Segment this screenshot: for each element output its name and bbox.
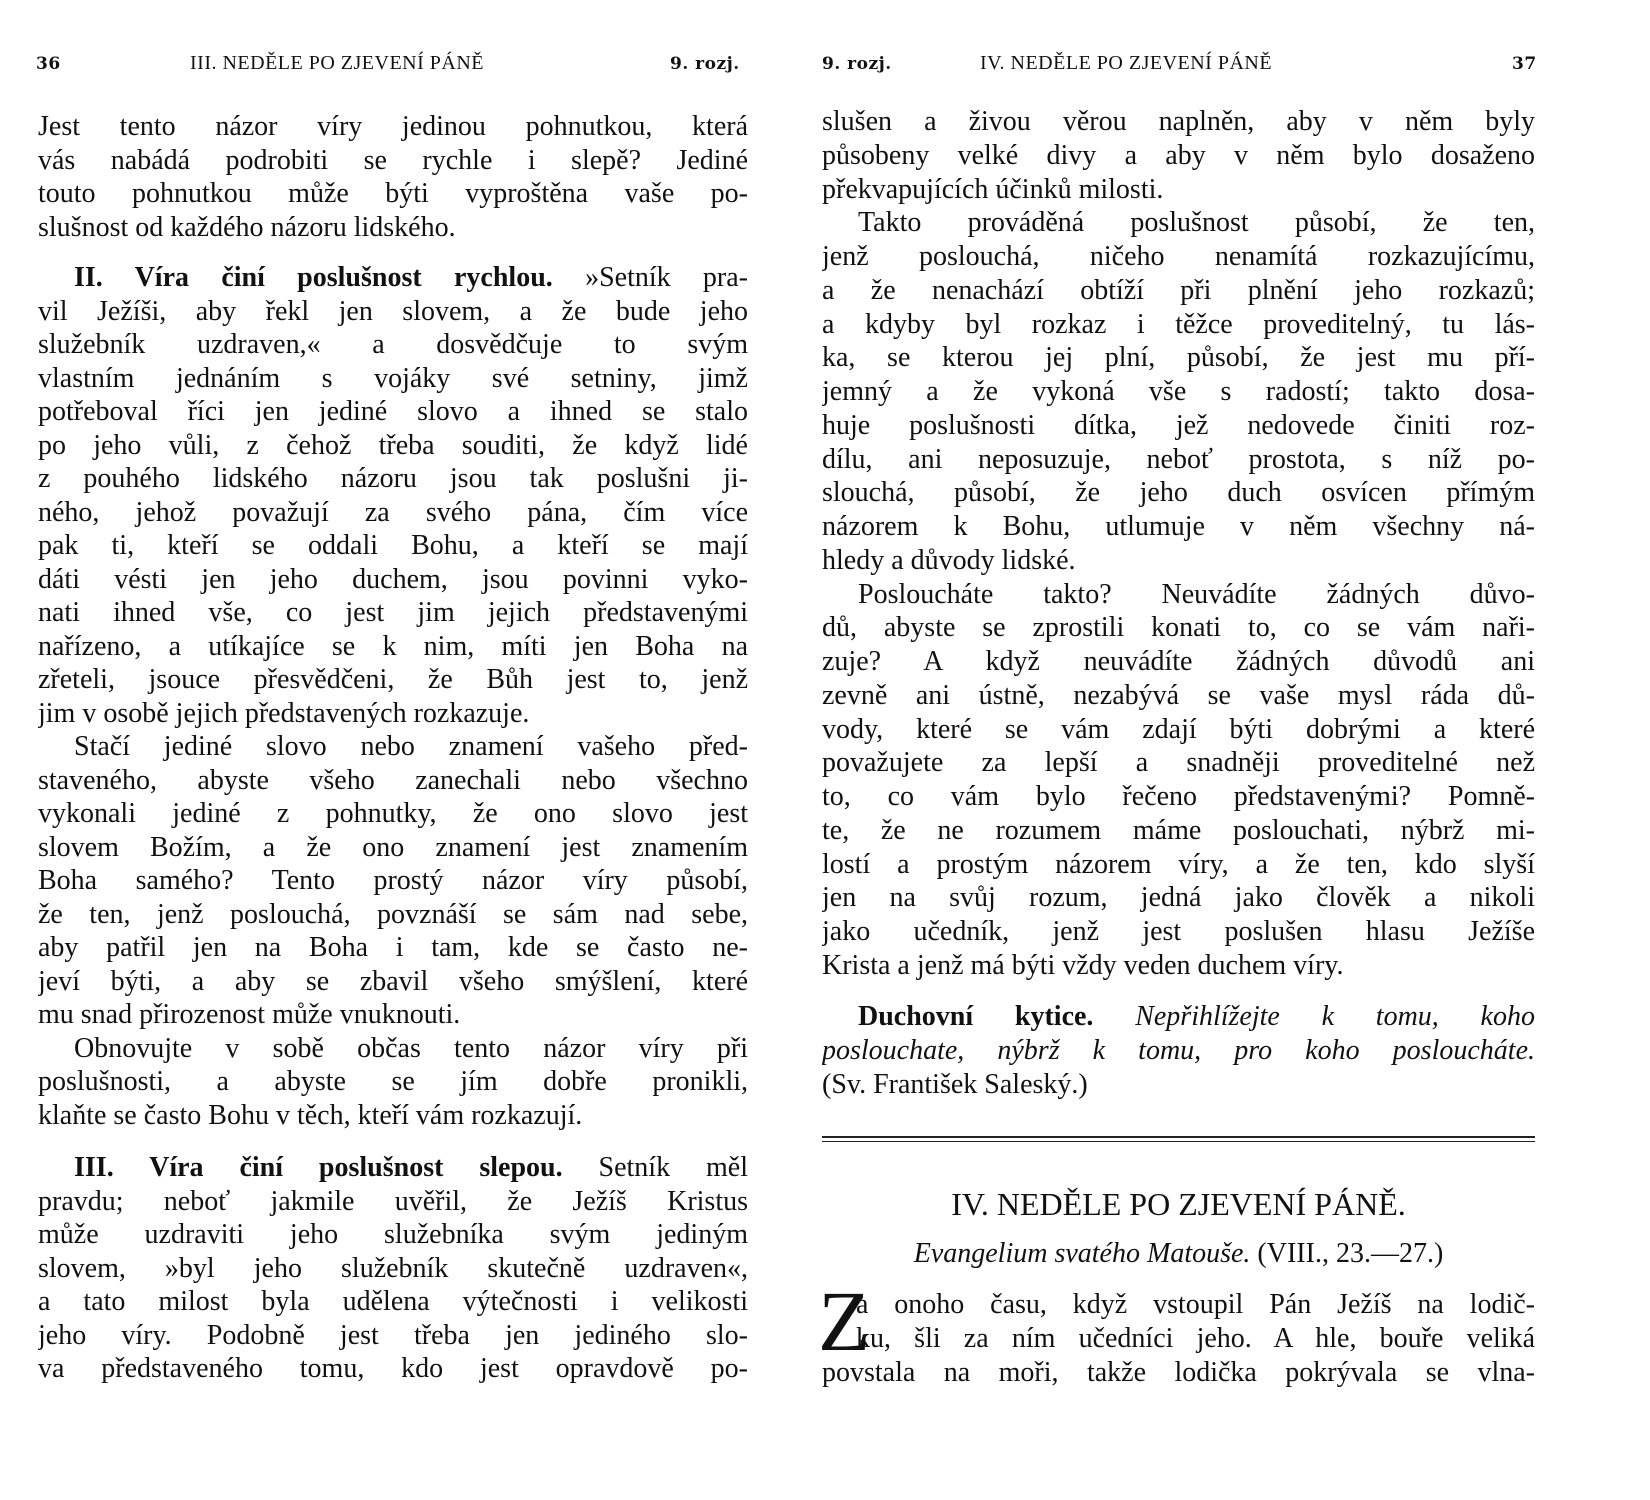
line-text: Jest tento názor víry jedinou pohnutkou, která xyxy=(38,111,748,142)
drop-cap: Z xyxy=(818,1273,871,1369)
line-text: Takto prováděná poslušnost působí, že ten, xyxy=(858,207,1535,239)
bold-lead-in: III. Víra činí poslušnost slepou. xyxy=(74,1152,563,1183)
line-text: klaňte se často Bohu v těch, kteří vám rozkazují. xyxy=(38,1099,583,1131)
text-line xyxy=(38,1218,748,1252)
text-line xyxy=(38,362,748,396)
text-line xyxy=(822,611,1535,645)
gospel-subtitle: Evangelium svatého Matouše. (VIII., 23.—27.) xyxy=(913,1238,1444,1269)
section-divider-rule xyxy=(822,1136,1535,1138)
line-text: vlastním jednáním s vojáky své setniny, jimž xyxy=(38,362,748,394)
line-text: nařízeno, a utíkajíce se k nim, míti jen Boha na xyxy=(38,630,748,662)
line-text: slušen a živou věrou naplněn, aby v něm byly xyxy=(822,106,1535,137)
text-line xyxy=(38,144,748,178)
line-text: staveného, abyste všeho zanechali nebo všechno xyxy=(38,764,748,796)
line-text: jen na svůj rozum, jedná jako člověk a nikoli xyxy=(822,882,1535,914)
text-line xyxy=(822,814,1535,848)
text-line xyxy=(38,831,748,865)
text-line xyxy=(822,1068,1535,1102)
text-line xyxy=(822,274,1535,308)
text-line xyxy=(822,881,1535,915)
text-line xyxy=(822,240,1535,274)
left-text-block-3 xyxy=(38,1151,748,1386)
line-text: vás nabádá podrobiti se rychle i slepě? Jediné xyxy=(38,144,748,176)
line-text: vil Ježíši, aby řekl jen slovem, a že bude jeho xyxy=(38,295,748,327)
text-line xyxy=(38,764,748,798)
text-line xyxy=(38,261,748,295)
line-text: potřeboval říci jen jediné slovo a ihned se stalo xyxy=(38,396,748,427)
line-text: dáti vésti jen jeho duchem, jsou povinni vyko- xyxy=(38,563,748,595)
text-line xyxy=(38,1319,748,1353)
line-text: ka, se kterou jej plní, působí, že jest mu pří- xyxy=(822,342,1535,374)
line-text: povstala na moři, takže lodička pokrývala se vlna- xyxy=(822,1356,1535,1388)
text-line xyxy=(822,173,1535,207)
line-text: lostí a prostým názorem víry, a že ten, kdo slyší xyxy=(822,848,1535,880)
line-text: jim v osobě jejich představených rozkazuje. xyxy=(38,697,530,729)
line-text: názorem k Bohu, utlumuje v něm všechny ná- xyxy=(822,511,1535,542)
text-line xyxy=(38,1032,748,1066)
line-text: a tato milost byla udělena výtečnosti i velikosti xyxy=(38,1286,748,1317)
line-text: jenž poslouchá, ničeho nenamítá rozkazujícímu, xyxy=(822,241,1535,272)
text-line xyxy=(38,1252,748,1286)
line-text: zuje? A když neuvádíte žádných důvodů ani xyxy=(822,646,1535,677)
page-number-right: 37 xyxy=(1512,54,1537,74)
text-line xyxy=(38,496,748,530)
text-line xyxy=(822,409,1535,443)
line-text: hledy a důvody lidské. xyxy=(822,544,1076,576)
italic-text: poslouchate, nýbrž k tomu, pro koho posloucháte. xyxy=(822,1034,1535,1066)
line-text: po jeho vůli, z čehož třeba souditi, že když lidé xyxy=(38,429,748,461)
text-line xyxy=(38,429,748,463)
text-line xyxy=(38,663,748,697)
text-line xyxy=(38,295,748,329)
text-line xyxy=(822,1322,1535,1356)
text-line xyxy=(822,544,1535,578)
line-text: slovem, »byl jeho služebník skutečně uzdraven«, xyxy=(38,1252,748,1284)
text-line xyxy=(822,308,1535,342)
line-text: slouchá, působí, že jeho duch osvícen přímým xyxy=(822,477,1535,509)
text-line xyxy=(822,375,1535,409)
line-text: Obnovujte v sobě občas tento názor víry při xyxy=(74,1032,748,1064)
text-line xyxy=(38,563,748,597)
text-line xyxy=(38,1151,748,1185)
text-line xyxy=(822,746,1535,780)
line-text: »Setník pra- xyxy=(552,262,748,293)
text-line xyxy=(38,998,748,1032)
line-text: vody, které se vám zdají býti dobrými a které xyxy=(822,713,1535,745)
line-text: služebník uzdraven,« a dosvědčuje to svým xyxy=(38,329,748,360)
text-line xyxy=(822,341,1535,375)
text-line xyxy=(38,697,748,731)
text-line xyxy=(822,1034,1535,1068)
text-line xyxy=(822,1356,1535,1390)
page-number-left: 36 xyxy=(36,54,61,74)
line-text: že ten, jenž poslouchá, povznáší se sám nad sebe, xyxy=(38,898,748,930)
gospel-text-block xyxy=(822,1288,1535,1389)
text-line xyxy=(822,443,1535,477)
line-text: Posloucháte takto? Neuvádíte žádných důvo- xyxy=(858,578,1535,610)
text-line xyxy=(822,713,1535,747)
text-line xyxy=(822,1288,1535,1322)
text-line xyxy=(822,476,1535,510)
left-text-block-2 xyxy=(38,261,748,1132)
text-line xyxy=(822,848,1535,882)
text-line xyxy=(822,105,1535,139)
text-line xyxy=(822,510,1535,544)
text-line xyxy=(38,529,748,563)
text-line xyxy=(38,395,748,429)
line-text: z pouhého lidského názoru jsou tak poslušni ji- xyxy=(38,463,748,494)
running-title-left: III. NEDĚLE PO ZJEVENÍ PÁNĚ xyxy=(190,52,485,74)
line-text: mu snad přirozenost může vnuknouti. xyxy=(38,999,461,1030)
text-line xyxy=(38,965,748,999)
line-text: zevně ani ústně, nezabývá se vaše mysl ráda dů- xyxy=(822,679,1535,711)
line-text: va představeného tomu, kdo jest opravdově po- xyxy=(38,1353,748,1384)
signature-mark-left: 9. rozj. xyxy=(670,54,740,74)
line-text: touto pohnutkou může býti vyproštěna vaše po- xyxy=(38,178,748,209)
text-line xyxy=(38,110,748,144)
line-text: jeho víry. Podobně jest třeba jen jediného slo- xyxy=(38,1319,748,1351)
running-title-right: IV. NEDĚLE PO ZJEVENÍ PÁNĚ xyxy=(980,52,1273,74)
text-line xyxy=(38,730,748,764)
bold-lead-in: Duchovní kytice. xyxy=(858,1001,1094,1032)
text-line xyxy=(822,915,1535,949)
line-text: dílu, ani neposuzuje, neboť prostota, s níž po- xyxy=(822,443,1535,475)
line-text: slovem Božím, a že ono znamení jest znamením xyxy=(38,831,748,863)
text-line xyxy=(38,898,748,932)
line-text: může uzdraviti jeho služebníka svým jediným xyxy=(38,1219,748,1250)
bold-lead-in: II. Víra činí poslušnost rychlou. xyxy=(74,262,553,293)
text-line xyxy=(822,645,1535,679)
line-text: Krista a jenž má býti vždy veden duchem víry. xyxy=(822,949,1344,981)
text-line xyxy=(822,780,1535,814)
line-text: jako učedník, jenž jest poslušen hlasu Ježíše xyxy=(822,916,1535,947)
line-text: a kdyby byl rozkaz i těžce proveditelný, tu lás- xyxy=(822,308,1535,340)
text-line xyxy=(38,630,748,664)
text-line xyxy=(38,211,748,245)
line-text: překvapujících účinků milosti. xyxy=(822,173,1164,205)
signature-mark-right: 9. rozj. xyxy=(822,54,892,74)
line-text: ného, jehož považují za svého pána, čím více xyxy=(38,496,748,528)
text-line xyxy=(822,139,1535,173)
line-text: vykonali jediné z pohnutky, že ono slovo jest xyxy=(38,798,748,829)
text-line xyxy=(38,797,748,831)
line-text: pravdu; neboť jakmile uvěřil, že Ježíš Kristus xyxy=(38,1185,748,1217)
line-text: Stačí jediné slovo nebo znamení vašeho před- xyxy=(74,731,748,762)
text-line xyxy=(38,177,748,211)
line-text: jemný a že vykoná vše s radostí; takto dosa- xyxy=(822,376,1535,407)
line-text: (Sv. František Saleský.) xyxy=(822,1068,1088,1100)
line-text: te, že ne rozumem máme poslouchati, nýbrž mi- xyxy=(822,814,1535,846)
text-line xyxy=(38,1352,748,1386)
text-line xyxy=(822,206,1535,240)
line-text: Boha samého? Tento prostý názor víry působí, xyxy=(38,865,748,896)
line-text: působeny velké divy a aby v něm bylo dosaženo xyxy=(822,139,1535,171)
text-line xyxy=(38,1099,748,1133)
section-heading: IV. NEDĚLE PO ZJEVENÍ PÁNĚ. xyxy=(951,1186,1406,1222)
text-line xyxy=(822,578,1535,612)
line-text: Setník měl xyxy=(562,1152,748,1183)
text-line xyxy=(38,596,748,630)
text-line xyxy=(38,328,748,362)
text-line xyxy=(38,1185,748,1219)
line-text: jeví býti, a aby se zbavil všeho smýšlení, které xyxy=(38,965,748,997)
section-divider-rule-thin xyxy=(822,1141,1535,1142)
line-text: pak ti, kteří se oddali Bohu, a kteří se mají xyxy=(38,530,748,561)
line-text: slušnost od každého názoru lidského. xyxy=(38,211,456,243)
text-line xyxy=(822,679,1535,713)
text-line xyxy=(38,1065,748,1099)
line-text: a že nenachází obtíží při plnění jeho rozkazů; xyxy=(822,274,1535,306)
line-text: považujete za lepší a snadněji proveditelné než xyxy=(822,747,1535,779)
line-text: nati ihned vše, co jest jim jejich představenými xyxy=(38,597,748,628)
right-text-block-1 xyxy=(822,105,1535,983)
line-text: poslušnosti, a abyste se jím dobře pronikli, xyxy=(38,1066,748,1097)
line-text: zřeteli, jsouce přesvědčeni, že Bůh jest to, jenž xyxy=(38,664,748,695)
line-text: aby patřil jen na Boha i tam, kde se často ne- xyxy=(38,932,748,963)
text-line xyxy=(38,864,748,898)
line-text: huje poslušnosti dítka, jež nedovede činiti roz- xyxy=(822,409,1535,441)
text-line xyxy=(38,931,748,965)
line-text: a onoho času, když vstoupil Pán Ježíš na lodič- xyxy=(856,1289,1535,1320)
left-text-block-1 xyxy=(38,110,748,244)
line-text: dů, abyste se zprostili konati to, co se vám naři- xyxy=(822,612,1535,644)
text-line xyxy=(38,1285,748,1319)
line-text: to, co vám bylo řečeno představenými? Pomně- xyxy=(822,781,1535,812)
text-line xyxy=(822,1000,1535,1034)
text-line xyxy=(822,949,1535,983)
line-text: ku, šli za ním učedníci jeho. A hle, bouře veliká xyxy=(856,1322,1535,1354)
italic-text: Nepřihlížejte k tomu, koho xyxy=(1093,1001,1535,1032)
spiritual-bouquet-block xyxy=(822,1000,1535,1101)
text-line xyxy=(38,462,748,496)
